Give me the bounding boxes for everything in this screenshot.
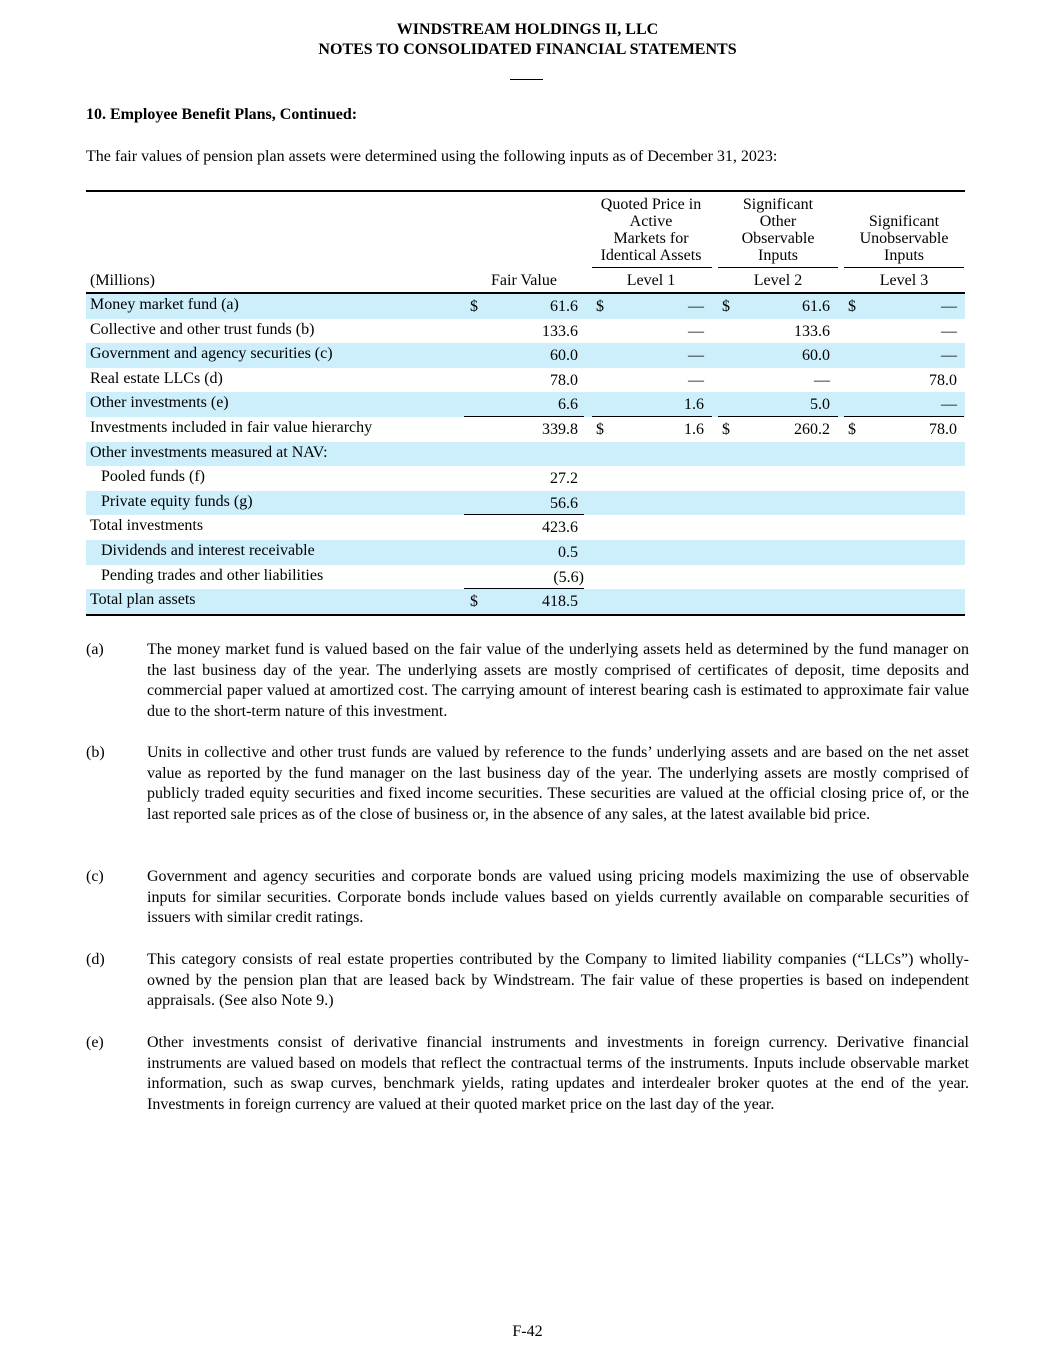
footnote-marker: (a)	[86, 641, 104, 658]
l2-cell: 61.6	[802, 298, 830, 315]
fair-value-cell: 423.6	[542, 519, 578, 537]
footnote-text: The money market fund is valued based on the fair value of the underlying assets held as determined by the fund manager on the last business day of the year. The underlying assets are mostly comprised of certificates of deposit, time deposits and commercial paper valued at amortized cost. The carrying amount of interest bearing cash is estimated to approximate fair value due to the short-term nature of this investment.	[147, 641, 969, 720]
row-label: Other investments measured at NAV:	[90, 443, 328, 461]
level3-header-underline	[844, 267, 964, 268]
fair-value-cell: (5.6)	[553, 568, 584, 586]
fair-value-cell: 78.0	[550, 371, 578, 389]
section-title: 10. Employee Benefit Plans, Continued:	[86, 106, 358, 123]
document-title: NOTES TO CONSOLIDATED FINANCIAL STATEMENTS	[318, 41, 737, 58]
level3-label: Level 3	[879, 272, 929, 289]
table-row	[86, 442, 965, 467]
table-row	[86, 466, 965, 491]
fair-value-cell: 339.8	[542, 421, 578, 438]
row-label: Investments included in fair value hierarchy	[90, 419, 373, 436]
level3-head-line: Inputs	[884, 247, 924, 264]
level1-head-line: Markets for	[613, 230, 689, 247]
level1-column-header	[591, 196, 711, 266]
l1-cell: —	[688, 347, 704, 365]
l1-cell: 1.6	[684, 421, 704, 438]
l3-cell: 78.0	[929, 421, 957, 438]
row-label: Pooled funds (f)	[101, 468, 205, 486]
table-row	[86, 343, 965, 368]
fair-value-table	[86, 190, 965, 614]
table-row	[86, 515, 965, 540]
fair-value-cell: 61.6	[550, 298, 578, 315]
row-label: Pending trades and other liabilities	[101, 566, 324, 584]
subtotal-rule	[718, 416, 838, 417]
table-row	[86, 294, 965, 319]
table-row	[86, 368, 965, 393]
row-label: Other investments (e)	[90, 394, 229, 412]
footnote-marker: (b)	[86, 744, 105, 761]
footnote-text: Government and agency securities and corporate bonds are valued using pricing models maximizing the use of observable inputs for similar securities. Corporate bonds include values based on yields currently available on comparable securities of issuers with similar credit ratings.	[147, 868, 969, 927]
l3-cell: —	[941, 347, 957, 365]
level1-head-line: Identical Assets	[600, 247, 702, 264]
footnote-marker: (c)	[86, 868, 104, 885]
level2-header-underline	[718, 267, 838, 268]
level3-head-line: Significant	[868, 213, 940, 230]
l1-cell: —	[688, 322, 704, 340]
row-label: Collective and other trust funds (b)	[90, 320, 315, 338]
table-row	[86, 565, 965, 590]
header-divider	[510, 79, 543, 80]
subtotal-rule	[844, 416, 964, 417]
table-row	[86, 417, 965, 442]
level2-label: Level 2	[753, 272, 803, 289]
row-label: Total plan assets	[90, 591, 196, 609]
currency-symbol: $	[722, 421, 730, 438]
fair-value-cell: 6.6	[558, 396, 578, 414]
footnote-text: Other investments consist of derivative financial instruments and investments in foreign currency. Derivative financial instruments are valued based on models that reflect the contractual terms of the instruments. Inputs include observable market information, such as swap curves, benchmark yields, rating updates and interdealer broker quotes at the end of the year. Investments in foreign currency are valued at their quoted market price on the last day of the year.	[147, 1034, 969, 1113]
row-label: Money market fund (a)	[90, 296, 239, 313]
l2-cell: 60.0	[802, 347, 830, 365]
level2-head-line: Significant	[742, 196, 814, 213]
footnote-text: Units in collective and other trust funds are valued by reference to the funds’ underlying assets and are based on the net asset value as reported by the fund manager on the last business day of the year. The underlying assets are mostly comprised of publicly traded equity securities and fixed income securities. These securities are valued at the official closing price of, or the last reported sale prices as of the close of business or, in the absence of any sales, at the latest available bid price.	[147, 744, 969, 823]
subtotal-rule	[464, 514, 584, 515]
company-name: WINDSTREAM HOLDINGS II, LLC	[396, 21, 659, 38]
l3-cell: —	[941, 298, 957, 315]
table-bottom-rule	[86, 614, 965, 616]
l1-cell: 1.6	[684, 396, 704, 414]
subtotal-rule	[464, 416, 584, 417]
currency-symbol: $	[596, 421, 604, 438]
units-label: (Millions)	[90, 272, 155, 289]
table-row	[86, 319, 965, 344]
level2-head-line: Other	[759, 213, 797, 230]
l1-cell: —	[688, 298, 704, 315]
footnote-marker: (d)	[86, 951, 105, 968]
page-number: F-42	[512, 1323, 543, 1340]
level2-head-line: Observable	[741, 230, 815, 247]
currency-symbol: $	[848, 421, 856, 438]
level1-label: Level 1	[626, 272, 676, 289]
row-label: Real estate LLCs (d)	[90, 369, 223, 387]
table-row	[86, 589, 965, 614]
currency-symbol: $	[470, 298, 478, 315]
fair-value-cell: 60.0	[550, 347, 578, 365]
currency-symbol: $	[722, 298, 730, 315]
currency-symbol: $	[848, 298, 856, 315]
row-label: Total investments	[90, 517, 204, 535]
level1-head-line: Active	[629, 213, 673, 230]
row-label: Government and agency securities (c)	[90, 345, 333, 363]
fair-value-cell: 27.2	[550, 470, 578, 488]
table-row	[86, 540, 965, 565]
intro-text: The fair values of pension plan assets were determined using the following inputs as of December 31, 2023:	[86, 148, 778, 165]
level1-header-underline	[592, 267, 712, 268]
fair-value-header: Fair Value	[491, 272, 557, 289]
l2-cell: 260.2	[794, 421, 830, 438]
l2-cell: 133.6	[794, 322, 830, 340]
level2-head-line: Inputs	[758, 247, 798, 264]
subtotal-rule	[592, 416, 712, 417]
table-row	[86, 491, 965, 516]
l2-cell: 5.0	[810, 396, 830, 414]
table-top-rule	[86, 190, 965, 192]
l3-cell: 78.0	[929, 371, 957, 389]
currency-symbol: $	[470, 593, 478, 611]
level3-column-header	[844, 213, 964, 266]
row-label: Dividends and interest receivable	[101, 542, 315, 559]
l3-cell: —	[941, 322, 957, 340]
l3-cell: —	[941, 396, 957, 414]
level3-head-line: Unobservable	[859, 230, 949, 247]
currency-symbol: $	[596, 298, 604, 315]
level1-head-line: Quoted Price in	[600, 196, 702, 213]
table-row	[86, 392, 965, 417]
level2-column-header	[718, 196, 838, 266]
fair-value-cell: 418.5	[542, 593, 578, 611]
footnote-text: This category consists of real estate properties contributed by the Company to limited liability companies (“LLCs”) wholly-owned by the pension plan that are leased back by Windstream. The fair value of these properties is based on independent appraisals. (See also Note 9.)	[147, 951, 969, 1010]
fair-value-cell: 133.6	[542, 322, 578, 340]
row-label: Private equity funds (g)	[101, 492, 253, 510]
l2-cell: —	[814, 371, 830, 389]
subtotal-rule	[464, 588, 584, 589]
fair-value-cell: 56.6	[550, 494, 578, 512]
footnote-marker: (e)	[86, 1034, 104, 1051]
fair-value-cell: 0.5	[558, 544, 578, 561]
l1-cell: —	[688, 371, 704, 389]
